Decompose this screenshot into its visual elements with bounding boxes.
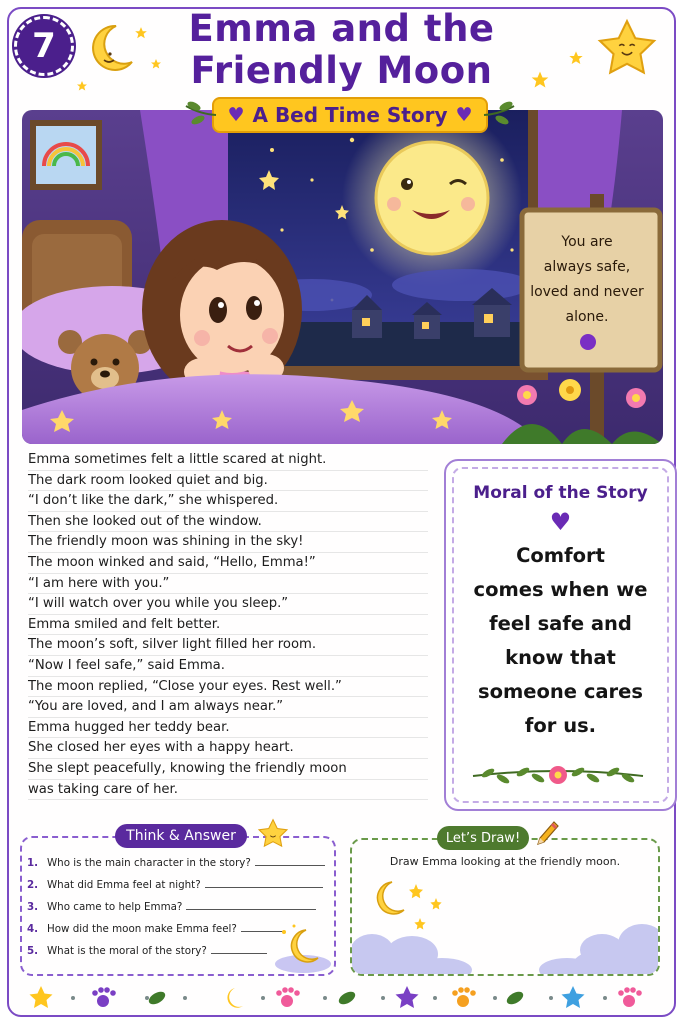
heart-icon: ♥ <box>227 104 245 126</box>
story-line: “I will watch over you while you sleep.” <box>28 594 428 615</box>
story-line: She closed her eyes with a happy heart. <box>28 738 428 759</box>
question-item <box>27 900 327 916</box>
moon-on-cloud-icon <box>272 922 334 974</box>
moral-line: Comfort <box>516 544 605 567</box>
moral-line: comes when we <box>473 578 648 601</box>
page-title <box>140 8 543 92</box>
moral-box <box>444 459 677 811</box>
question-text: Who came to help Emma? <box>47 901 183 913</box>
think-answer-title: Think & Answer <box>115 824 247 848</box>
story-text <box>28 450 428 800</box>
question-text: What is the moral of the story? <box>47 945 207 957</box>
story-line: Emma hugged her teddy bear. <box>28 718 428 739</box>
story-line: Then she looked out of the window. <box>28 512 428 533</box>
sign-line: alone. <box>565 309 609 325</box>
smiling-star-icon <box>596 18 658 76</box>
page-number-badge: 7 <box>14 16 74 76</box>
draw-title: Let’s Draw! <box>437 826 529 850</box>
small-star-icon <box>568 50 584 66</box>
answer-line[interactable] <box>186 900 316 910</box>
question-number: 1. <box>27 857 39 869</box>
title-line-1: Emma and the <box>188 7 495 50</box>
sign-message <box>528 230 646 330</box>
footer-decoration <box>25 982 655 1014</box>
story-line: The friendly moon was shining in the sky! <box>28 532 428 553</box>
vine-flower-icon <box>468 761 648 791</box>
draw-instruction: Draw Emma looking at the friendly moon. <box>389 855 621 868</box>
sign-line: always safe, <box>543 259 631 275</box>
story-line: The moon’s soft, silver light filled her room. <box>28 635 428 656</box>
moral-line: for us. <box>524 714 597 737</box>
story-line: “Now I feel safe,” said Emma. <box>28 656 428 677</box>
story-line: The moon winked and said, “Hello, Emma!” <box>28 553 428 574</box>
smiling-star-icon <box>257 818 289 848</box>
story-line: She slept peacefully, knowing the friendly moon <box>28 759 428 780</box>
moral-text <box>456 539 665 743</box>
answer-line[interactable] <box>205 878 323 888</box>
question-text: What did Emma feel at night? <box>47 879 201 891</box>
subtitle-ribbon <box>212 97 488 133</box>
crescent-moon-icon <box>86 22 136 74</box>
small-star-icon <box>76 80 88 92</box>
question-item <box>27 856 327 872</box>
subtitle-text: A Bed Time Story <box>252 103 448 127</box>
story-line: The moon replied, “Close your eyes. Rest well.” <box>28 677 428 698</box>
leaf-branch-icon <box>482 98 518 132</box>
title-line-2: Friendly Moon <box>190 49 493 92</box>
question-text: How did the moon make Emma feel? <box>47 923 237 935</box>
story-line: Emma smiled and felt better. <box>28 615 428 636</box>
story-line: was taking care of her. <box>28 780 428 801</box>
question-number: 4. <box>27 923 39 935</box>
story-line: “I don’t like the dark,” she whispered. <box>28 491 428 512</box>
answer-line[interactable] <box>211 944 267 954</box>
story-line: The dark room looked quiet and big. <box>28 471 428 492</box>
heart-icon: ♥ <box>549 508 572 536</box>
leaf-branch-icon <box>182 98 218 132</box>
moral-line: someone cares <box>477 680 643 703</box>
question-number: 3. <box>27 901 39 913</box>
moral-title: Moral of the Story <box>473 483 648 503</box>
pencil-icon <box>534 820 560 848</box>
sign-line: You are <box>561 234 613 250</box>
question-item <box>27 878 327 894</box>
question-number: 5. <box>27 945 39 957</box>
sign-line: loved and never <box>530 284 644 300</box>
question-text: Who is the main character in the story? <box>47 857 251 869</box>
moral-line: know that <box>505 646 616 669</box>
answer-line[interactable] <box>255 856 325 866</box>
moral-line: feel safe and <box>489 612 632 635</box>
heart-icon: ♥ <box>455 104 473 126</box>
story-line: “You are loved, and I am always near.” <box>28 697 428 718</box>
story-line: Emma sometimes felt a little scared at night. <box>28 450 428 471</box>
story-line: “I am here with you.” <box>28 574 428 595</box>
question-number: 2. <box>27 879 39 891</box>
